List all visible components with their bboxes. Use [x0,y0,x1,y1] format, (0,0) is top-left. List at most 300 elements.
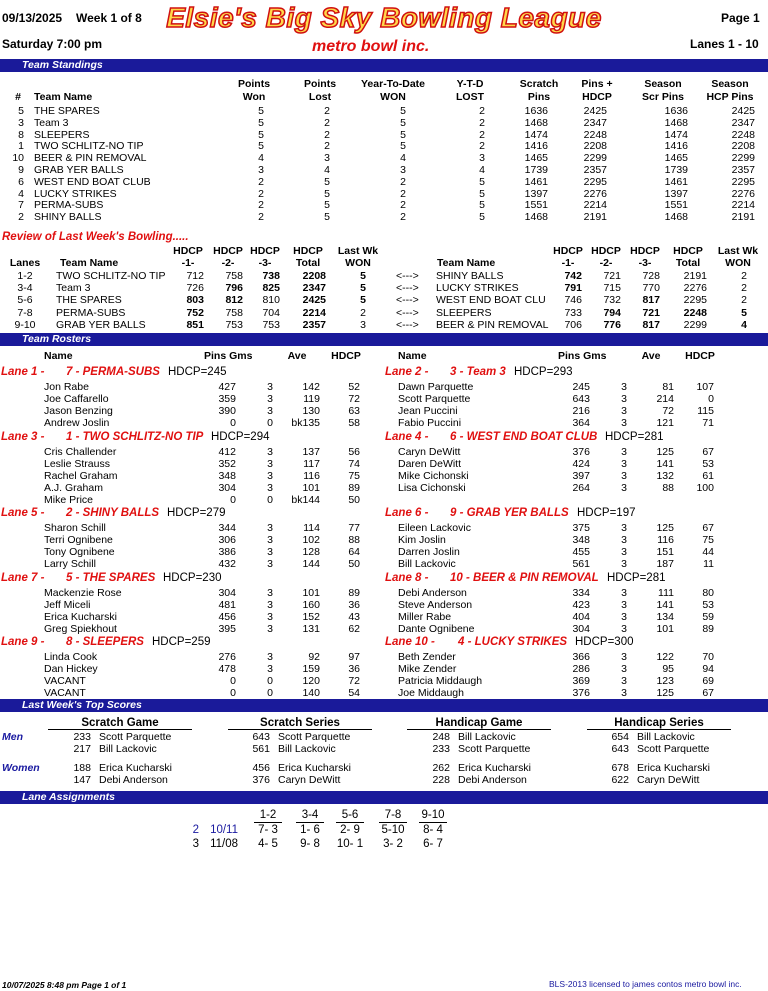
player-games: 3 [267,470,273,482]
player-pins: 386 [218,546,236,558]
top-score: 456 [252,762,270,774]
top-bowler: Bill Lackovic [99,743,157,755]
player-average: 116 [657,534,674,546]
player-pins: 245 [572,381,590,393]
stat-value: 1551 [664,199,688,212]
stat-value: 5 [324,199,330,212]
column-header: Pins Gms [204,350,253,362]
player-games: 3 [267,587,273,599]
score: 2191 [683,270,707,282]
stat-value: 1416 [664,140,688,153]
player-handicap: 50 [348,494,360,506]
player-handicap: 107 [696,381,714,393]
player-pins: 423 [572,599,590,611]
player-games: 3 [267,381,273,393]
player-handicap: 52 [348,381,360,393]
team-handicap: HDCP=300 [575,636,634,648]
stat-value: 2295 [583,175,607,188]
player-average: bk144 [291,494,320,506]
player-handicap: 88 [348,534,360,546]
stat-value: 2357 [583,164,607,176]
player-name: Darren Joslin [398,546,460,558]
player-games: 3 [621,599,627,611]
lane-pair-header: 1-2 [259,809,277,821]
player-pins: 456 [218,611,236,623]
column-header: Team Name [60,257,119,269]
player-handicap: 75 [348,470,360,482]
stat-value: 2357 [731,164,755,176]
top-score: 228 [432,774,450,786]
vs-arrow: <---> [396,318,419,331]
score: 803 [186,294,204,307]
player-average: 114 [303,522,320,534]
top-bowler: Erica Kucharski [99,762,172,774]
column-header: HDCP [553,245,583,257]
score: 2299 [683,318,707,331]
score: 758 [225,270,243,282]
top-score: 654 [611,731,629,743]
player-handicap: 80 [702,587,714,599]
stat-value: 2276 [583,187,607,200]
report-date: 09/13/2025 [2,11,63,25]
team-name: SHINY BALLS [34,211,102,224]
player-handicap: 77 [348,522,360,534]
column-header: HDCP [250,245,280,257]
player-average: 117 [303,458,320,470]
player-pins: 561 [572,558,590,570]
player-handicap: 100 [696,482,714,494]
player-games: 3 [621,381,627,393]
stat-value: 1551 [524,199,548,212]
score: 817 [642,318,660,331]
stat-value: 1397 [664,187,688,200]
player-pins: 481 [218,599,236,611]
lane-matchup: 3- 2 [383,838,403,850]
score: 5 [360,294,366,307]
player-average: 187 [656,558,674,570]
player-name: Jason Benzing [44,405,113,417]
score: 2 [360,306,366,319]
player-average: 141 [656,458,674,470]
player-handicap: 36 [348,663,360,675]
lane-pair: 5-6 [17,294,33,307]
player-name: Cris Challender [44,446,117,458]
column-header: HDCP [591,245,621,257]
player-average: 123 [656,675,674,687]
top-score: 622 [611,774,629,786]
player-average: 120 [302,675,320,687]
roster-team-name: 4 - LUCKY STRIKES [458,636,568,648]
roster-team-name: 9 - GRAB YER BALLS [450,507,569,519]
player-name: Bill Lackovic [398,558,456,570]
player-games: 3 [267,522,273,534]
player-games: 3 [267,393,273,405]
player-name: VACANT [44,687,86,699]
score: 2295 [683,294,707,307]
score: 721 [642,306,660,319]
stat-value: 5 [258,105,264,117]
stat-value: 2 [258,211,264,224]
player-name: VACANT [44,675,86,687]
column-header: HDCP [213,245,243,257]
roster-team-name: 5 - THE SPARES [66,572,156,584]
player-pins: 432 [218,558,236,570]
player-games: 3 [621,417,627,429]
header-underline [336,822,364,823]
player-handicap: 56 [348,446,360,458]
team-name: THE SPARES [56,294,122,307]
top-scores-band: Last Week's Top Scores [0,699,768,712]
team-name: TWO SCHLITZ-NO TIP [34,140,144,153]
player-pins: 0 [230,417,236,429]
player-pins: 359 [218,393,236,405]
player-pins: 643 [572,393,590,405]
player-games: 3 [267,405,273,417]
rank: 4 [18,187,24,200]
top-score-header: Scratch Game [81,717,159,729]
stat-value: 1468 [664,116,688,129]
player-name: Fabio Puccini [398,417,462,429]
column-header: HDCP [331,350,361,362]
top-bowler: Scott Parquette [278,731,351,743]
player-handicap: 50 [348,558,360,570]
player-pins: 0 [230,675,236,687]
player-games: 3 [621,405,627,417]
stat-value: 2 [479,140,485,153]
player-games: 0 [267,494,273,506]
player-handicap: 75 [702,534,714,546]
player-handicap: 67 [702,446,714,458]
player-games: 3 [267,446,273,458]
top-score: 262 [432,762,450,774]
score: 2 [741,270,747,282]
top-score: 147 [73,774,91,786]
team-name: SLEEPERS [436,306,492,319]
lane-matchup: 9- 8 [300,838,320,850]
score: 2 [741,282,747,295]
player-average: 81 [662,381,674,393]
player-games: 3 [267,651,273,663]
player-handicap: 70 [702,651,714,663]
header-underline [587,729,731,730]
player-average: 88 [662,482,674,494]
column-header: Season [644,78,682,90]
player-handicap: 72 [348,675,360,687]
top-bowler: Erica Kucharski [278,762,351,774]
team-name: WEST END BOAT CLUB [34,175,151,188]
lane-pair: 9-10 [14,318,36,331]
player-name: Debi Anderson [398,587,467,599]
player-handicap: 63 [348,405,360,417]
player-average: 151 [656,546,674,558]
player-pins: 348 [218,470,236,482]
column-header: Ave [641,350,661,362]
top-score: 643 [252,731,270,743]
score: 5 [741,306,747,319]
player-handicap: 61 [702,470,714,482]
team-name: THE SPARES [34,105,100,117]
score: 812 [225,294,243,307]
team-name: Team 3 [56,282,91,295]
stat-value: 2425 [731,105,755,117]
player-name: Sharon Schill [44,522,106,534]
top-score-header: Handicap Series [614,717,704,729]
lane-pair-header: 3-4 [301,809,319,821]
week-number: 2 [192,824,199,836]
player-handicap: 43 [348,611,360,623]
player-games: 3 [621,687,627,699]
team-name: GRAB YER BALLS [34,164,124,176]
player-name: Joe Caffarello [44,393,109,405]
lane-label: Lane 4 - [385,431,429,443]
player-average: 142 [302,381,320,393]
standings-band: Team Standings [0,59,768,72]
player-name: Dawn Parquette [398,381,474,393]
player-name: Mike Price [44,494,94,506]
player-games: 3 [267,534,273,546]
player-average: 125 [656,687,674,699]
player-handicap: 97 [348,651,360,663]
player-name: Erica Kucharski [44,611,117,623]
player-games: 3 [621,651,627,663]
header-underline [228,729,372,730]
team-handicap: HDCP=259 [152,636,211,648]
stat-value: 5 [479,199,485,212]
lane-matchup: 6- 7 [423,838,443,850]
player-pins: 427 [218,381,236,393]
team-name: GRAB YER BALLS [56,318,146,331]
roster-team-name: 2 - SHINY BALLS [66,507,160,519]
top-bowler: Bill Lackovic [637,731,695,743]
top-bowler: Debi Anderson [99,774,168,786]
stat-value: 1465 [524,152,548,165]
score: 704 [262,306,280,319]
stat-value: 4 [324,164,330,176]
player-pins: 478 [218,663,236,675]
player-name: Jon Rabe [44,381,89,393]
lane-matchup: 4- 5 [258,838,278,850]
player-average: 144 [302,558,320,570]
rank: 3 [18,116,24,129]
column-header: Total [295,257,321,269]
top-bowler: Caryn DeWitt [278,774,341,786]
player-games: 3 [267,599,273,611]
vs-arrow: <---> [396,270,419,282]
stat-value: 3 [258,164,264,176]
player-handicap: 89 [348,482,360,494]
stat-value: 2295 [731,175,755,188]
gender-label: Women [2,762,40,774]
player-handicap: 67 [702,522,714,534]
score: 752 [186,306,204,319]
team-name: BEER & PIN REMOVAL [436,318,549,331]
score: 715 [603,282,621,295]
stat-value: 2214 [583,199,607,212]
vs-arrow: <---> [396,306,419,319]
team-name: TWO SCHLITZ-NO TIP [56,270,166,282]
top-score: 188 [73,762,91,774]
top-bowler: Erica Kucharski [637,762,710,774]
team-handicap: HDCP=279 [167,507,226,519]
top-bowler: Caryn DeWitt [637,774,700,786]
player-pins: 352 [218,458,236,470]
player-games: 3 [267,546,273,558]
player-pins: 0 [230,687,236,699]
score: 721 [603,270,621,282]
player-name: Mike Zender [398,663,457,675]
lane-matchup: 8- 4 [423,824,443,836]
lane-pair-header: 9-10 [421,809,445,821]
score: 2276 [683,282,707,295]
player-handicap: 71 [702,417,714,429]
column-header: HDCP [173,245,203,257]
player-handicap: 54 [348,687,360,699]
stat-value: 2 [258,187,264,200]
stat-value: 2 [324,128,330,141]
stat-value: 2 [258,175,264,188]
player-name: Greg Spiekhout [44,623,117,635]
player-average: bk135 [291,417,320,429]
stat-value: 1468 [524,211,548,224]
stat-value: 1474 [524,128,548,141]
team-name: LUCKY STRIKES [436,282,519,295]
rank: 2 [18,211,24,224]
player-pins: 390 [218,405,236,417]
stat-value: 1636 [664,105,688,117]
top-score: 233 [73,731,91,743]
player-games: 3 [267,623,273,635]
player-average: 137 [302,446,320,458]
player-pins: 306 [218,534,236,546]
player-average: 152 [302,611,320,623]
column-header: HDCP [685,350,715,362]
column-header: HDCP [630,245,660,257]
lane-label: Lane 2 - [385,366,429,378]
player-pins: 412 [218,446,236,458]
assignments-band: Lane Assignments [0,791,768,804]
stat-value: 2 [400,199,406,212]
lane-matchup: 10- 1 [336,838,364,850]
column-header: Last Wk [717,245,759,257]
column-header: HCP Pins [706,91,754,103]
team-name: Team 3 [34,116,69,129]
player-average: 92 [308,651,320,663]
player-handicap: 89 [348,587,360,599]
player-average: 125 [656,446,674,458]
team-handicap: HDCP=245 [168,366,227,378]
roster-team-name: 8 - SLEEPERS [66,636,144,648]
player-name: Caryn DeWitt [398,446,461,458]
player-games: 3 [267,611,273,623]
player-pins: 276 [218,651,236,663]
column-header: Points [303,78,337,90]
stat-value: 5 [258,128,264,141]
player-name: Andrew Joslin [44,417,110,429]
column-header: Lanes [9,257,41,269]
player-handicap: 64 [348,546,360,558]
player-games: 3 [621,623,627,635]
stat-value: 2 [324,140,330,153]
column-header: Won [242,91,266,103]
score: 732 [603,294,621,307]
player-average: 214 [656,393,674,405]
player-handicap: 44 [702,546,714,558]
rank: 6 [18,175,24,188]
player-handicap: 69 [702,675,714,687]
lane-matchup: 7- 3 [258,824,278,836]
stat-value: 2191 [731,211,755,224]
player-pins: 424 [572,458,590,470]
stat-value: 2 [400,211,406,224]
top-score-header: Scratch Series [260,717,340,729]
stat-value: 1636 [524,105,548,117]
column-header: Ave [287,350,307,362]
top-score: 561 [252,743,270,755]
score: 3 [360,318,366,331]
top-score: 248 [432,731,450,743]
rank: 10 [12,152,24,165]
stat-value: 2425 [583,105,607,117]
top-score: 678 [611,762,629,774]
roster-team-name: 10 - BEER & PIN REMOVAL [450,572,599,584]
player-pins: 286 [572,663,590,675]
player-name: Mike Cichonski [398,470,469,482]
score: 726 [186,282,204,295]
stat-value: 3 [400,164,406,176]
footer-timestamp: 10/07/2025 8:48 pm Page 1 of 1 [2,980,127,990]
player-average: 128 [302,546,320,558]
lane-pair-header: 7-8 [384,809,402,821]
player-average: 130 [302,405,320,417]
score: 825 [262,282,280,295]
lane-label: Lane 10 - [385,636,435,648]
team-handicap: HDCP=230 [163,572,222,584]
lane-pair: 1-2 [17,270,33,282]
day-time: Saturday 7:00 pm [2,37,103,51]
lane-label: Lane 8 - [385,572,429,584]
player-average: 102 [302,534,320,546]
league-title: Elsie's Big Sky Bowling League [166,2,602,33]
lane-matchup: 2- 9 [340,824,360,836]
player-games: 3 [621,482,627,494]
player-games: 3 [621,546,627,558]
stat-value: 1416 [524,140,548,153]
week-date: 11/08 [210,838,238,850]
team-name: PERMA-SUBS [56,306,126,319]
player-pins: 216 [572,405,590,417]
stat-value: 5 [479,175,485,188]
player-handicap: 0 [708,393,714,405]
score: 742 [564,270,582,282]
player-pins: 304 [218,482,236,494]
player-average: 111 [658,587,674,599]
player-pins: 366 [572,651,590,663]
score: 770 [642,282,660,295]
player-pins: 395 [218,623,236,635]
player-name: A.J. Graham [44,482,103,494]
player-pins: 369 [572,675,590,687]
player-name: Linda Cook [44,651,98,663]
score: 2248 [683,306,707,319]
stat-value: 2 [479,128,485,141]
player-games: 3 [621,558,627,570]
player-handicap: 115 [697,405,714,417]
score: 2 [741,294,747,307]
column-header: Y-T-D [456,78,484,90]
player-handicap: 94 [702,663,714,675]
review-title: Review of Last Week's Bowling..... [2,231,189,243]
player-pins: 375 [572,522,590,534]
